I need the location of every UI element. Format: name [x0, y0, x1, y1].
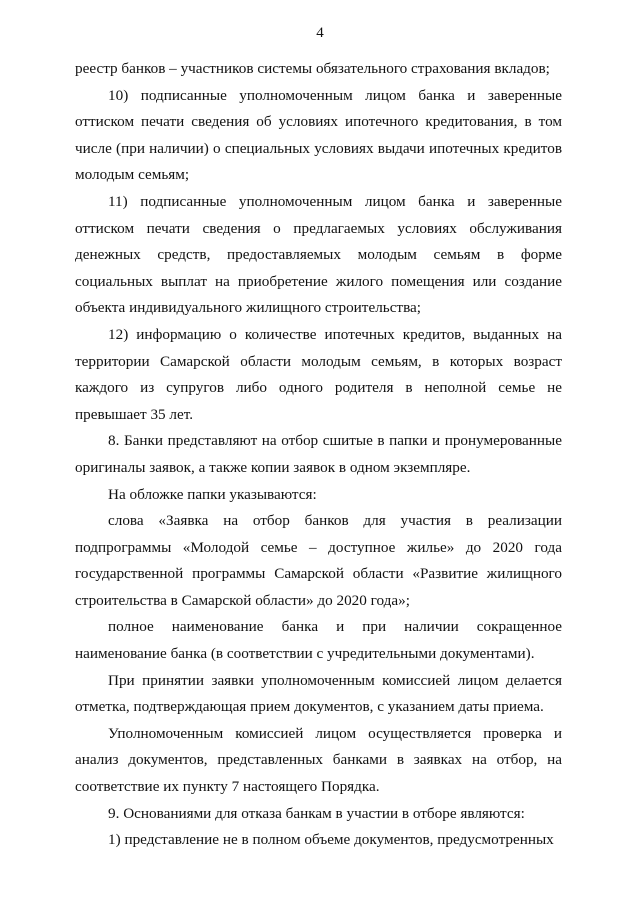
- paragraph-folder-cover: На обложке папки указываются:: [108, 485, 317, 503]
- paragraph-item-10: 10) подписанные уполномоченным лицом банка и заверенные оттиском печати сведения об условиях ипотечного кредитования, в том числе (при наличии) о специальных условиях выдачи ипотечных кредитов молодым семьям;: [75, 86, 562, 184]
- paragraph-item-11: 11) подписанные уполномоченным лицом банка и заверенные оттиском печати сведения о предлагаемых условиях обслуживания денежных средств, предоставляемых молодым семьям в форме социальных выплат на приобретение жилого помещения или создание объекта индивидуального жилищного строительства;: [75, 192, 562, 317]
- paragraph-bank-name: полное наименование банка и при наличии сокращенное наименование банка (в соответствии с учредительными документами).: [75, 618, 562, 663]
- paragraph-clause-8: 8. Банки представляют на отбор сшитые в папки и пронумерованные оригиналы заявок, а также копии заявок в одном экземпляре.: [75, 432, 562, 476]
- paragraph-document-check: Уполномоченным комиссией лицом осуществляется проверка и анализ документов, представленных банками в заявках на отбор, на соответствие их пункту 7 настоящего Порядка.: [75, 724, 562, 796]
- paragraph-bank-registry: реестр банков – участников системы обязательного страхования вкладов;: [75, 60, 550, 77]
- document-body: [75, 56, 562, 854]
- page-number: 4: [316, 25, 324, 41]
- paragraph-item-12: 12) информацию о количестве ипотечных кредитов, выданных на территории Самарской области молодым семьям, в которых возраст каждого из супругов либо одного родителя в неполной семье не превышает 35 лет.: [75, 325, 562, 423]
- paragraph-words-application: слова «Заявка на отбор банков для участия в реализации подпрограммы «Молодой семье – доступное жилье» до 2020 года государственной программы Самарской области «Развитие жилищного строительства в Самарской области» до 2020 года»;: [75, 512, 562, 609]
- paragraph-refusal-reason-1: 1) представление не в полном объеме документов, предусмотренных: [108, 831, 554, 849]
- paragraph-clause-9: 9. Основаниями для отказа банкам в участии в отборе являются:: [108, 804, 525, 822]
- paragraph-acceptance-mark: При принятии заявки уполномоченным комиссией лицом делается отметка, подтверждающая прием документов, с указанием даты приема.: [75, 671, 562, 716]
